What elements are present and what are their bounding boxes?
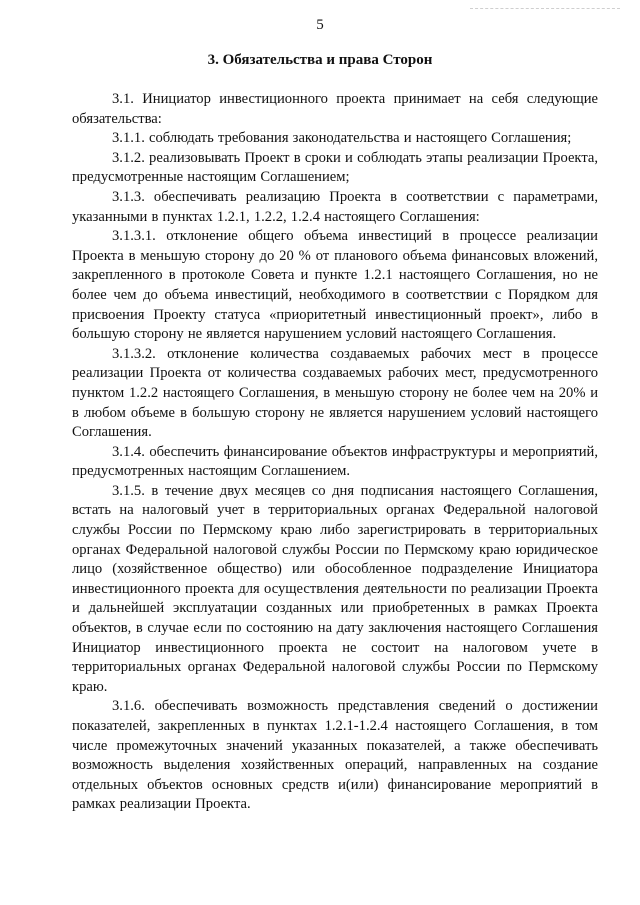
page-number: 5: [316, 17, 324, 33]
paragraph-3-1-6: 3.1.6. обеспечивать возможность представления сведений о достижении показателей, закрепленных в пунктах 1.2.1-1.2.4 настоящего Соглашения, в том числе промежуточных значений указанных показателей, а также обеспечивать возможность выделения хозяйственных операций, направленных на создание отдельных объектов основных средств и(или) финансирование мероприятий в рамках реализации Проекта.: [72, 698, 598, 813]
paragraph-3-1-3-1: 3.1.3.1. отклонение общего объема инвестиций в процессе реализации Проекта в меньшую сторону до 20 % от планового объема финансовых вложений, закрепленного в протоколе Совета и пункте 1.2.1 настоящего Соглашения, но не более чем до объема инвестиций, необходимого в соответствии с Порядком для присвоения Проекту статуса «приоритетный инвестиционный проект», либо в большую сторону не является нарушением условий настоящего Соглашения.: [72, 228, 598, 343]
paragraph-3-1-3: 3.1.3. обеспечивать реализацию Проекта в соответствии с параметрами, указанными в пунктах 1.2.1, 1.2.2, 1.2.4 настоящего Соглашения:: [72, 188, 598, 225]
paragraph-3-1-5: 3.1.5. в течение двух месяцев со дня подписания настоящего Соглашения, встать на налоговый учет в территориальных органах Федеральной налоговой службы России по Пермскому краю либо зарегистрировать в территориальных органах Федеральной налоговой службы России по Пермскому краю юридическое лицо (хозяйственное общество) или обособленное подразделение Инициатора инвестиционного проекта для осуществления деятельности по реализации Проекта и дальнейшей эксплуатации созданных или приобретенных в рамках Проекта объектов, в случае если по состоянию на дату заключения настоящего Соглашения Инициатор инвестиционного проекта не состоит на налоговом учете в территориальных органах Федеральной налоговой службы России по Пермскому краю.: [72, 482, 598, 695]
paragraph-3-1: 3.1. Инициатор инвестиционного проекта принимает на себя следующие обязательства:: [72, 91, 598, 127]
scan-artifact-line: [470, 8, 620, 9]
paragraph-3-1-2: 3.1.2. реализовывать Проект в сроки и соблюдать этапы реализации Проекта, предусмотренные настоящим Соглашением;: [72, 149, 598, 186]
paragraph-3-1-1: 3.1.1. соблюдать требования законодательства и настоящего Соглашения;: [112, 130, 572, 147]
section-title: 3. Обязательства и права Сторон: [207, 52, 433, 68]
document-body: [72, 90, 598, 815]
paragraph-3-1-3-2: 3.1.3.2. отклонение количества создаваемых рабочих мест в процессе реализации Проекта от количества создаваемых рабочих мест, предусмотренного пунктом 1.2.2 настоящего Соглашения, в меньшую сторону не более чем на 20% и в любом объеме в большую сторону не является нарушением условий настоящего Соглашения.: [72, 345, 598, 441]
paragraph-3-1-4: 3.1.4. обеспечить финансирование объектов инфраструктуры и мероприятий, предусмотренных настоящим Соглашением.: [72, 443, 598, 480]
